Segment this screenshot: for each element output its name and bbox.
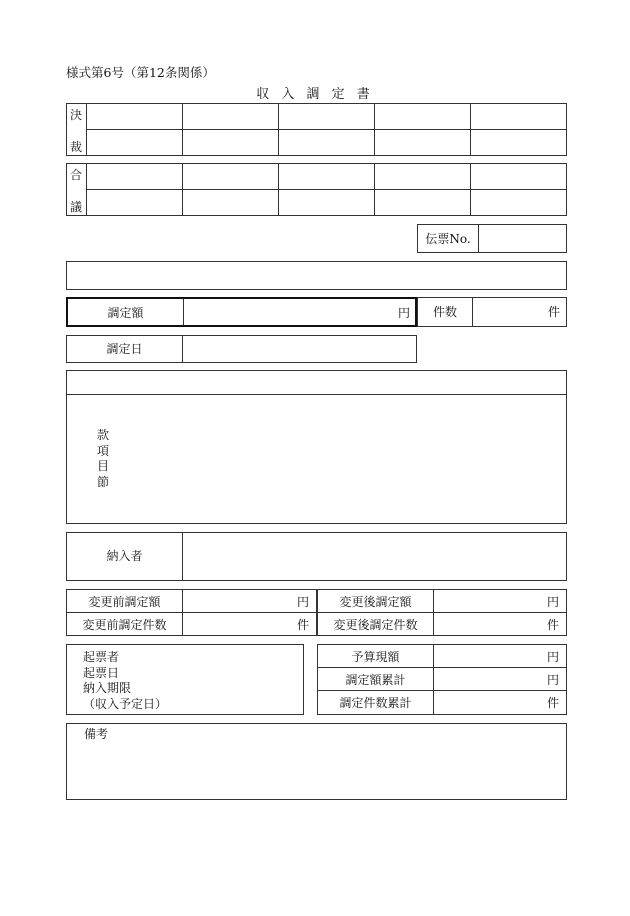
- payer-label: 納入者: [106, 549, 143, 563]
- issuer-label: 起票者: [83, 650, 120, 664]
- count-total-field[interactable]: [434, 691, 544, 712]
- budget-current-field[interactable]: [434, 646, 544, 665]
- budget-current-yen: 円: [546, 650, 559, 664]
- form-number: 様式第6号（第12条関係）: [66, 65, 215, 80]
- after-amount-field[interactable]: [434, 591, 544, 610]
- issuer-field[interactable]: [177, 649, 297, 711]
- before-count-label: 変更前調定件数: [82, 618, 167, 632]
- budget-item-kou: 項: [96, 443, 109, 458]
- count-unit: 件: [547, 305, 560, 319]
- before-count-unit: 件: [296, 618, 309, 632]
- issuer-labels: [83, 650, 167, 712]
- after-count-unit: 件: [546, 618, 559, 632]
- voucher-no-label: 伝票No.: [425, 232, 471, 246]
- issue-date-label: 起票日: [83, 665, 120, 680]
- before-count-field[interactable]: [184, 613, 294, 634]
- voucher-no-field[interactable]: [479, 226, 565, 251]
- subject-field[interactable]: [66, 261, 567, 290]
- assessed-amount-label: 調定額: [107, 306, 144, 320]
- budget-item-kan: 款: [96, 428, 109, 442]
- after-count-label: 変更後調定件数: [333, 618, 418, 632]
- remarks-label: 備考: [84, 727, 109, 741]
- payment-deadline-label: 納入期限: [83, 681, 132, 695]
- assessed-date-label: 調定日: [106, 342, 143, 356]
- before-amount-label: 変更前調定額: [88, 595, 161, 609]
- consult-label-top: 合: [70, 168, 83, 182]
- count-field[interactable]: [473, 299, 545, 325]
- budget-classification-field[interactable]: [127, 399, 557, 519]
- remarks-field[interactable]: [69, 744, 564, 797]
- consult-label-bottom: 議: [70, 200, 83, 214]
- budget-current-label: 予算現額: [351, 650, 400, 664]
- after-amount-label: 変更後調定額: [339, 595, 412, 609]
- budget-classification-header-field[interactable]: [69, 373, 564, 393]
- approval-stamp-grid: [66, 103, 567, 156]
- count-total-unit: 件: [546, 696, 559, 710]
- assessed-amount-field[interactable]: [184, 300, 396, 324]
- payer-field[interactable]: [184, 534, 564, 579]
- issuer-box: [66, 644, 304, 715]
- remarks-box: [66, 723, 567, 800]
- before-amount-field[interactable]: [184, 591, 294, 610]
- amount-total-field[interactable]: [434, 668, 544, 689]
- assessed-amount-yen: 円: [397, 306, 410, 320]
- budget-item-moku: 目: [96, 459, 109, 473]
- after-count-field[interactable]: [434, 613, 544, 634]
- consultation-stamp-grid: [66, 163, 567, 216]
- count-label: 件数: [432, 305, 457, 319]
- budget-item-setsu: 節: [96, 474, 109, 489]
- assessed-date-field[interactable]: [184, 337, 414, 361]
- approval-label-top: 決: [70, 108, 83, 122]
- document-title: 収 入 調 定 書: [256, 87, 374, 102]
- budget-item-labels: [95, 428, 111, 490]
- amount-total-label: 調定額累計: [345, 673, 406, 687]
- budget-classification-box: [66, 370, 567, 524]
- before-amount-yen: 円: [296, 595, 309, 609]
- amount-total-yen: 円: [546, 673, 559, 687]
- approval-label-bottom: 裁: [70, 140, 83, 154]
- count-total-label: 調定件数累計: [339, 696, 412, 710]
- after-amount-yen: 円: [546, 595, 559, 609]
- expected-receipt-date-label: （収入予定日）: [83, 696, 168, 711]
